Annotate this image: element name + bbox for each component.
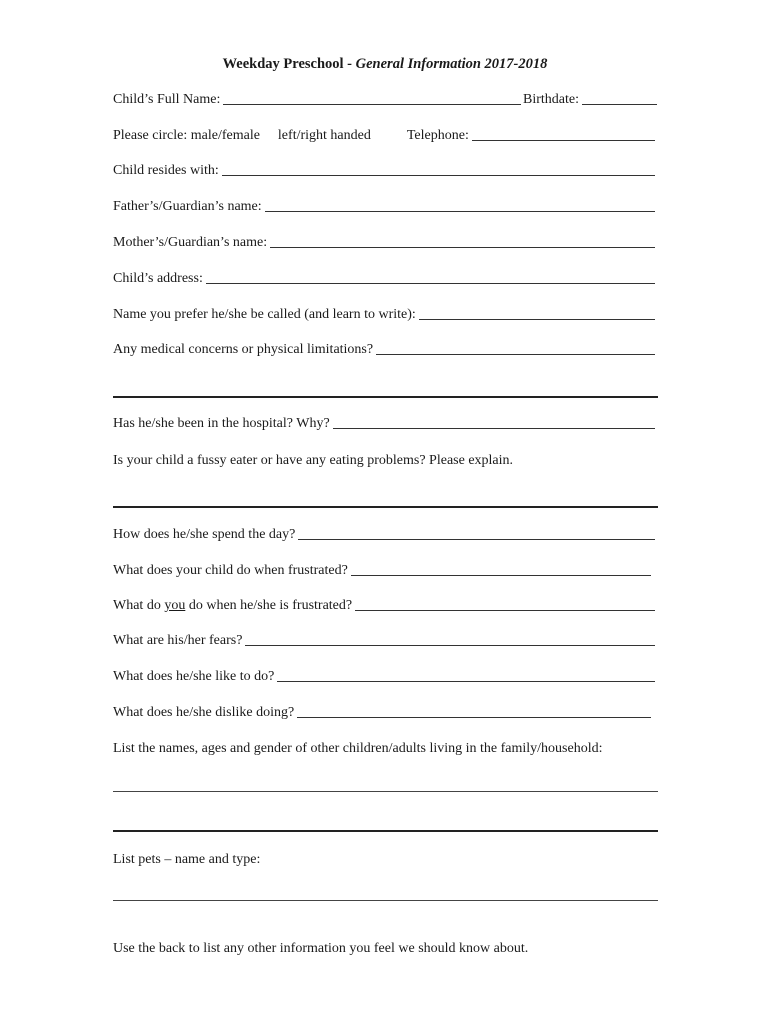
- row-likes: [113, 669, 657, 685]
- address-label: Child’s address:: [113, 271, 203, 286]
- resides-with-line[interactable]: [222, 174, 655, 176]
- form-title: [0, 56, 770, 73]
- child-frustrated-label: What does your child do when frustrated?: [113, 563, 348, 578]
- telephone-line[interactable]: [472, 139, 655, 141]
- row-child-frustrated: [113, 563, 657, 579]
- spend-day-label: How does he/she spend the day?: [113, 527, 296, 542]
- mother-line[interactable]: [270, 246, 655, 248]
- section-divider[interactable]: [113, 506, 658, 508]
- birthdate-line[interactable]: [582, 103, 657, 105]
- likes-line[interactable]: [277, 680, 655, 682]
- you-underlined: you: [164, 598, 186, 613]
- spend-day-line[interactable]: [298, 538, 655, 540]
- father-label: Father’s/Guardian’s name:: [113, 199, 262, 214]
- title-main: Weekday Preschool -: [222, 56, 356, 72]
- row-fussy-eater: [113, 453, 657, 469]
- dislikes-label: What does he/she dislike doing?: [113, 705, 295, 720]
- child-frustrated-line[interactable]: [351, 574, 651, 576]
- father-line[interactable]: [265, 210, 655, 212]
- section-divider: [113, 396, 658, 398]
- telephone-label: Telephone:: [406, 128, 469, 143]
- preferred-name-label: Name you prefer he/she be called (and learn to write):: [113, 307, 416, 322]
- fears-line[interactable]: [245, 644, 655, 646]
- back-note-label: Use the back to list any other information you feel we should know about.: [113, 941, 529, 956]
- row-household: [113, 741, 657, 757]
- full-name-label: Child’s Full Name:: [113, 92, 221, 107]
- row-mother: [113, 235, 657, 251]
- handedness-label[interactable]: left/right handed: [277, 128, 371, 143]
- row-circle: [113, 128, 657, 144]
- likes-label: What does he/she like to do?: [113, 669, 275, 684]
- section-divider: [113, 830, 658, 832]
- household-label: List the names, ages and gender of other children/adults living in the family/household:: [113, 741, 603, 756]
- you-frustrated-label: What do you do when he/she is frustrated?: [113, 598, 353, 613]
- circle-gender-label[interactable]: Please circle: male/female: [113, 128, 260, 143]
- row-spend-day: [113, 527, 657, 543]
- row-hospital: [113, 416, 657, 432]
- pets-line[interactable]: [113, 900, 658, 901]
- you-frustrated-line[interactable]: [355, 609, 655, 611]
- fussy-eater-label: Is your child a fussy eater or have any eating problems? Please explain.: [113, 453, 514, 468]
- resides-with-label: Child resides with:: [113, 163, 219, 178]
- hospital-line[interactable]: [333, 427, 655, 429]
- pets-label: List pets – name and type:: [113, 852, 261, 867]
- household-line[interactable]: [113, 791, 658, 792]
- dislikes-line[interactable]: [297, 716, 651, 718]
- row-back-note: [113, 941, 657, 957]
- title-italic: General Information 2017-2018: [355, 56, 548, 72]
- full-name-line[interactable]: [223, 103, 521, 105]
- hospital-label: Has he/she been in the hospital? Why?: [113, 416, 330, 431]
- preferred-name-line[interactable]: [419, 318, 655, 320]
- row-fears: [113, 633, 657, 649]
- row-father: [113, 199, 657, 215]
- row-address: [113, 271, 657, 287]
- row-full-name: [113, 92, 657, 108]
- row-pets: [113, 852, 657, 868]
- birthdate-label: Birthdate:: [523, 92, 579, 107]
- mother-label: Mother’s/Guardian’s name:: [113, 235, 268, 250]
- medical-line[interactable]: [376, 353, 655, 355]
- row-resides-with: [113, 163, 657, 179]
- row-you-frustrated: [113, 598, 657, 614]
- row-medical: [113, 342, 657, 358]
- row-dislikes: [113, 705, 657, 721]
- row-preferred-name: [113, 307, 657, 323]
- fears-label: What are his/her fears?: [113, 633, 243, 648]
- medical-label: Any medical concerns or physical limitations?: [113, 342, 374, 357]
- address-line[interactable]: [206, 282, 655, 284]
